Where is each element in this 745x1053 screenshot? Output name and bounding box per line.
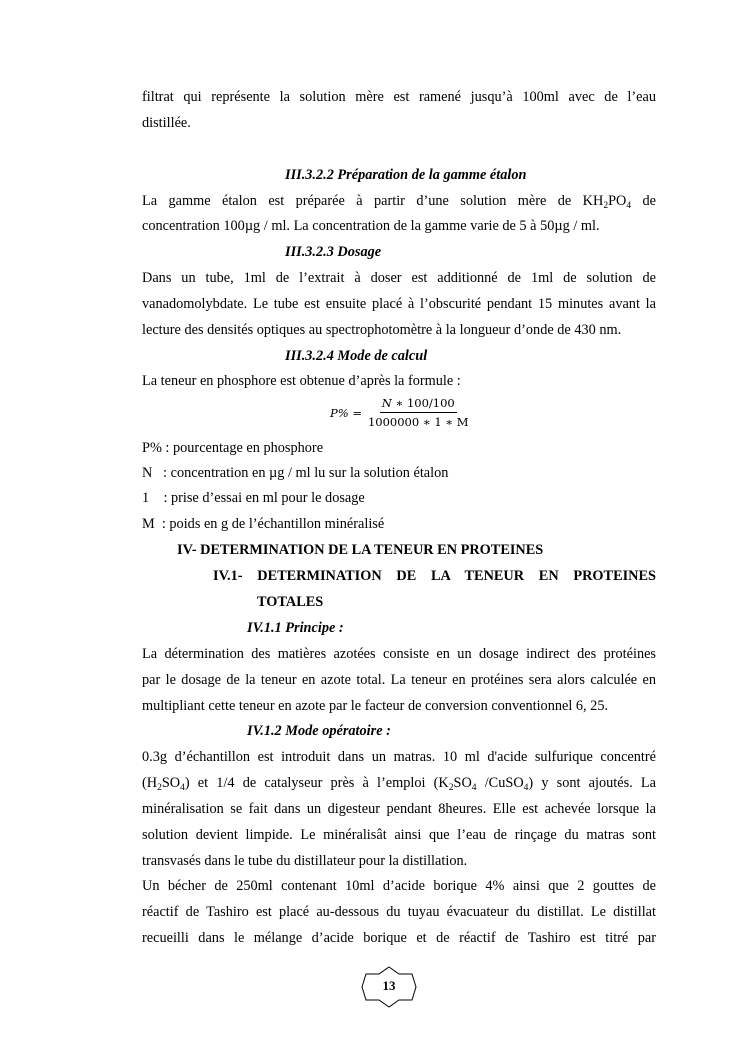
paragraph-line: par le dosage de la teneur en azote total. La teneur en protéines sera alors calculée en (142, 672, 656, 688)
section-heading-iv-1-cont: TOTALES (257, 594, 324, 610)
paragraph-line: La détermination des matières azotées consiste en un dosage indirect des protéines (142, 646, 656, 662)
paragraph-line: Un bécher de 250ml contenant 10ml d’acide borique 4% ainsi que 2 gouttes de (142, 878, 656, 894)
legend-line: P% : pourcentage en phosphore (142, 440, 324, 456)
paragraph-line: $(H_2SO_4)$ et 1/4 de catalyseur près à l’emploi ($K_2SO_4$ /CuSO$_4$) y sont ajoutés. La (142, 775, 656, 793)
section-heading-iv-1-1: IV.1.1 Principe : (247, 620, 344, 636)
paragraph-line: distillée. (142, 115, 191, 131)
legend-line: 1 : prise d’essai en ml pour le dosage (142, 490, 365, 506)
paragraph-line: transvasés dans le tube du distillateur pour la distillation. (142, 853, 468, 869)
formula-lhs: 𝑃% = (330, 405, 362, 420)
paragraph-line: 0.3g d’échantillon est introduit dans un matras. 10 ml d'acide sulfurique concentré (142, 749, 656, 765)
section-heading-iv-1: IV.1- DETERMINATION DE LA TENEUR EN PROTEINES (213, 568, 656, 584)
section-heading-3-2-2: III.3.2.2 Préparation de la gamme étalon (285, 167, 527, 183)
paragraph-line: solution devient limpide. Le minéralisât ainsi que l’eau de rinçage du matras sont (142, 827, 656, 843)
section-heading-iv-1-2: IV.1.2 Mode opératoire : (247, 723, 391, 739)
formula-fraction (368, 396, 469, 429)
paragraph-line: vanadomolybdate. Le tube est ensuite placé à l’obscurité pendant 15 minutes avant la (142, 296, 656, 312)
legend-line: N : concentration en µg / ml lu sur la solution étalon (142, 465, 449, 481)
paragraph-line: La gamme étalon est préparée à partir d’une solution mère de $KH_2PO_4$ de (142, 193, 656, 211)
paragraph-line: recueilli dans le mélange d’acide borique et de réactif de Tashiro est titré par (142, 930, 656, 946)
page-number-badge (361, 966, 417, 1008)
phosphorus-formula (330, 396, 469, 429)
section-heading-iv: IV- DETERMINATION DE LA TENEUR EN PROTEINES (177, 542, 544, 558)
paragraph-line: filtrat qui représente la solution mère est ramené jusqu’à 100ml avec de l’eau (142, 89, 656, 105)
section-heading-3-2-4: III.3.2.4 Mode de calcul (285, 348, 428, 364)
formula-numerator: 𝑁 ∗ 100/100 (380, 396, 457, 413)
paragraph-line: Dans un tube, 1ml de l’extrait à doser est additionné de 1ml de solution de (142, 270, 656, 286)
paragraph-line: concentration 100µg / ml. La concentration de la gamme varie de 5 à 50µg / ml. (142, 218, 600, 234)
paragraph-line: réactif de Tashiro est placé au-dessous du tuyau évacuateur du distillat. Le distillat (142, 904, 656, 920)
section-heading-3-2-3: III.3.2.3 Dosage (285, 244, 382, 260)
legend-line: M : poids en g de l’échantillon minéralisé (142, 516, 385, 532)
paragraph-line: minéralisation se fait dans un digesteur pendant 8heures. Elle est achevée lorsque la (142, 801, 656, 817)
paragraph-line: multipliant cette teneur en azote par le facteur de conversion conventionnel 6, 25. (142, 698, 609, 714)
page-number: 13 (382, 978, 396, 993)
formula-denominator: 1000000 ∗ 1 ∗ M (367, 415, 469, 429)
paragraph-line: La teneur en phosphore est obtenue d’après la formule : (142, 373, 461, 389)
paragraph-line: lecture des densités optiques au spectrophotomètre à la longueur d’onde de 430 nm. (142, 322, 622, 338)
